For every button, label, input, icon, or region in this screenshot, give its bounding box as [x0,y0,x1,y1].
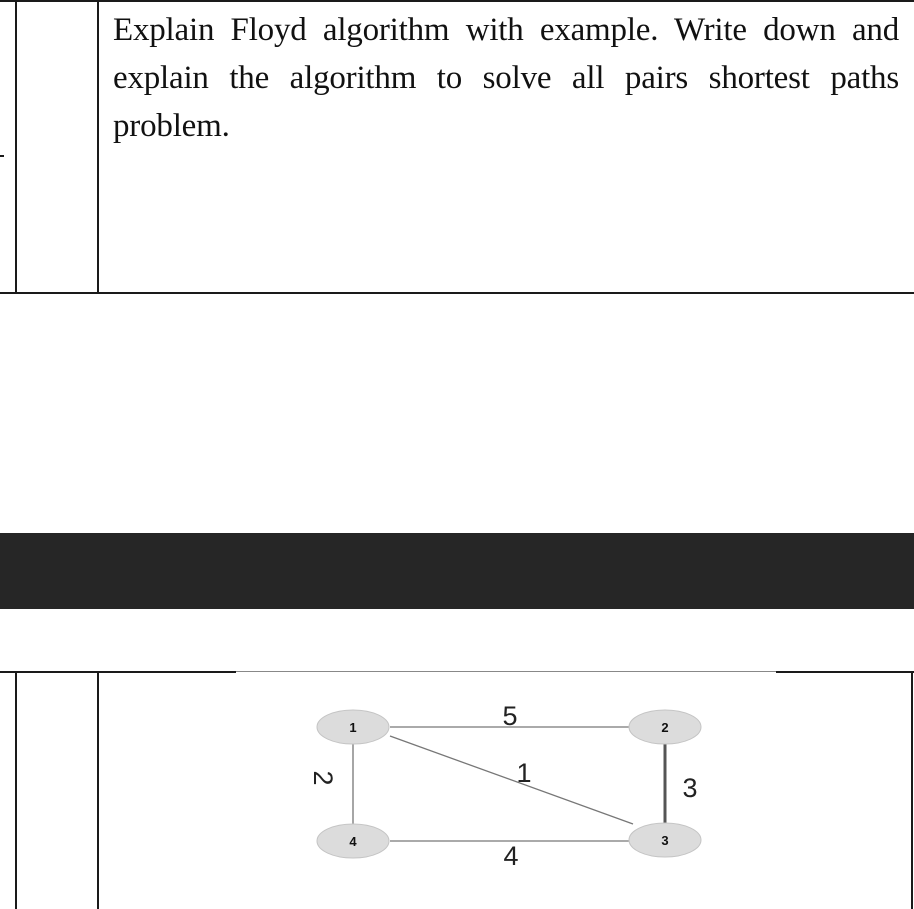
edge-1-3 [390,736,633,824]
top-table-column-divider [97,0,99,293]
weight-1-2: 5 [502,701,518,731]
top-table-top-border [0,0,914,2]
weight-2-3: 3 [682,773,698,803]
node-3-label: 3 [661,833,669,848]
node-4 [317,824,389,858]
bottom-table-right-border [911,671,913,909]
weight-1-4: 2 [308,770,338,786]
bottom-table-column-divider [97,671,99,909]
graph-nodes [317,710,701,858]
node-4-label: 4 [349,834,357,849]
node-1-label: 1 [349,720,357,735]
dark-separator-band [0,533,914,609]
node-3 [629,823,701,857]
top-table-bottom-border [0,292,914,294]
weight-4-3: 4 [503,841,519,871]
node-2 [629,710,701,744]
node-2-label: 2 [661,720,669,735]
node-1 [317,710,389,744]
bottom-table-top-border-right [776,671,914,673]
bottom-table-top-border-left [0,671,236,673]
weighted-graph [300,690,720,890]
question-text: Explain Floyd algorithm with example. Write down and explain the algorithm to solve all pairs shortest paths problem. [113,12,899,144]
weight-1-3: 1 [516,758,532,788]
bottom-table-top-border-image [236,671,776,672]
left-margin-tick [0,155,4,157]
bottom-table-left-border [15,671,17,909]
top-table-left-border [15,0,17,293]
graph-edges [353,727,665,841]
